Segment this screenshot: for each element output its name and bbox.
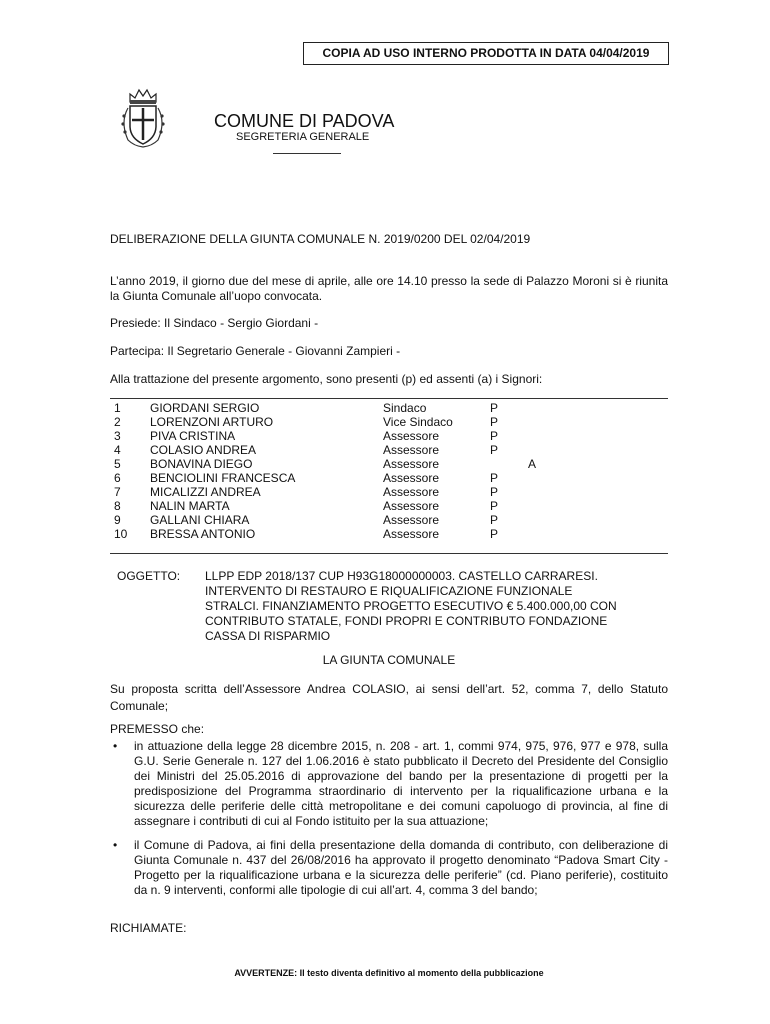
members-table: [110, 401, 668, 541]
member-name: GALLANI CHIARA: [150, 513, 250, 527]
oggetto-line: CASSA DI RISPARMIO: [205, 629, 331, 643]
deliberation-title: DELIBERAZIONE DELLA GIUNTA COMUNALE N. 2019/0200 DEL 02/04/2019: [110, 232, 531, 246]
list-item-text: in attuazione della legge 28 dicembre 2015, n. 208 - art. 1, commi 974, 975, 976, 977 e 978, sulla G.U. Serie Generale n. 127 del 1.06.2016 è stato pubblicato il Decreto del Presidente del Consiglio dei Ministri del 25.05.2016 di approvazione del bando per la presentazione di progetti per la predisposizione del Programma straordinario di intervento per la riqualificazione urbana e la sicurezza delle periferie delle città metropolitane e dei comuni capoluogo di provincia, al fine di assegnare i contributi di cui al Fondo istituito per la sua attuazione;: [134, 739, 668, 828]
table-row: [110, 499, 668, 513]
oggetto-line: STRALCI. FINANZIAMENTO PROGETTO ESECUTIVO € 5.400.000,00 CON: [205, 599, 617, 613]
presence-mark: P: [490, 415, 499, 429]
member-number: 8: [114, 499, 121, 513]
table-row: [110, 443, 668, 457]
member-name: MICALIZZI ANDREA: [150, 485, 261, 499]
copy-notice-box: COPIA AD USO INTERNO PRODOTTA IN DATA 04/04/2019: [303, 42, 669, 65]
oggetto-line: CONTRIBUTO STATALE, FONDI PROPRI E CONTRIBUTO FONDAZIONE: [205, 614, 608, 628]
member-name: GIORDANI SERGIO: [150, 401, 260, 415]
presiede-line: Presiede: Il Sindaco - Sergio Giordani -: [110, 316, 319, 330]
footer-warning: AVVERTENZE: Il testo diventa definitivo al momento della pubblicazione: [234, 968, 544, 978]
member-role: Sindaco: [383, 401, 427, 415]
coat-of-arms-icon: [118, 86, 168, 150]
table-row: [110, 527, 668, 541]
member-number: 3: [114, 429, 121, 443]
header-divider: [273, 153, 341, 154]
member-role: Assessore: [383, 429, 440, 443]
member-role: Assessore: [383, 457, 440, 471]
presence-mark: P: [490, 513, 499, 527]
bullet-icon: •: [113, 739, 118, 753]
table-row: [110, 429, 668, 443]
bullet-icon: •: [113, 838, 118, 852]
partecipa-line: Partecipa: Il Segretario Generale - Giovanni Zampieri -: [110, 344, 401, 358]
presence-mark: P: [490, 443, 499, 457]
intro-paragraph: L’anno 2019, il giorno due del mese di aprile, alle ore 14.10 presso la sede di Palazzo Moroni si è riunita la Giunta Comunale all’uopo convocata.: [110, 274, 668, 303]
oggetto-line: INTERVENTO DI RESTAURO E RIQUALIFICAZIONE FUNZIONALE: [205, 584, 573, 598]
table-row: [110, 415, 668, 429]
table-row: [110, 471, 668, 485]
member-role: Assessore: [383, 499, 440, 513]
member-number: 4: [114, 443, 121, 457]
member-role: Vice Sindaco: [383, 415, 453, 429]
table-top-rule: [110, 398, 668, 399]
presence-mark: P: [490, 485, 499, 499]
table-row: [110, 457, 668, 471]
member-number: 5: [114, 457, 121, 471]
oggetto-line: LLPP EDP 2018/137 CUP H93G18000000003. CASTELLO CARRARESI.: [205, 569, 598, 583]
oggetto-text: [205, 569, 661, 644]
attendance-intro: Alla trattazione del presente argomento, sono presenti (p) ed assenti (a) i Signori:: [110, 372, 543, 386]
oggetto-label: OGGETTO:: [117, 569, 181, 583]
list-item-text: il Comune di Padova, ai fini della presentazione della domanda di contributo, con deliberazione di Giunta Comunale n. 437 del 26/08/2016 ha approvato il progetto denominato “Padova Smart City - Progetto per la riqualificazione urbana e la sicurezza delle periferie” (cd. Piano periferie), costituito da n. 9 interventi, conformi alle tipologie di cui all’art. 4, comma 3 del bando;: [134, 838, 668, 897]
presence-mark: P: [490, 401, 499, 415]
member-name: NALIN MARTA: [150, 499, 230, 513]
table-row: [110, 401, 668, 415]
presence-mark: P: [490, 471, 499, 485]
member-number: 1: [114, 401, 121, 415]
member-role: Assessore: [383, 513, 440, 527]
presence-mark: P: [490, 499, 499, 513]
presence-mark: P: [490, 429, 499, 443]
member-number: 2: [114, 415, 121, 429]
richiamate-heading: RICHIAMATE:: [110, 921, 187, 935]
member-name: BENCIOLINI FRANCESCA: [150, 471, 296, 485]
absence-mark: A: [528, 457, 537, 471]
member-role: Assessore: [383, 443, 440, 457]
member-name: BONAVINA DIEGO: [150, 457, 253, 471]
office-subtitle: SEGRETERIA GENERALE: [236, 131, 370, 143]
table-row: [110, 513, 668, 527]
table-bottom-rule: [110, 553, 668, 554]
presence-mark: P: [490, 527, 499, 541]
member-number: 9: [114, 513, 121, 527]
municipality-title: COMUNE DI PADOVA: [214, 111, 395, 131]
table-row: [110, 485, 668, 499]
member-name: LORENZONI ARTURO: [150, 415, 274, 429]
member-name: COLASIO ANDREA: [150, 443, 257, 457]
member-name: PIVA CRISTINA: [150, 429, 236, 443]
member-number: 10: [114, 527, 128, 541]
giunta-heading: LA GIUNTA COMUNALE: [322, 653, 456, 667]
member-role: Assessore: [383, 471, 440, 485]
proposta-paragraph: Su proposta scritta dell’Assessore Andrea COLASIO, ai sensi dell’art. 52, comma 7, dello Statuto Comunale;: [110, 682, 668, 713]
member-number: 6: [114, 471, 121, 485]
member-number: 7: [114, 485, 121, 499]
member-name: BRESSA ANTONIO: [150, 527, 256, 541]
premesso-heading: PREMESSO che:: [110, 722, 205, 736]
member-role: Assessore: [383, 485, 440, 499]
member-role: Assessore: [383, 527, 440, 541]
